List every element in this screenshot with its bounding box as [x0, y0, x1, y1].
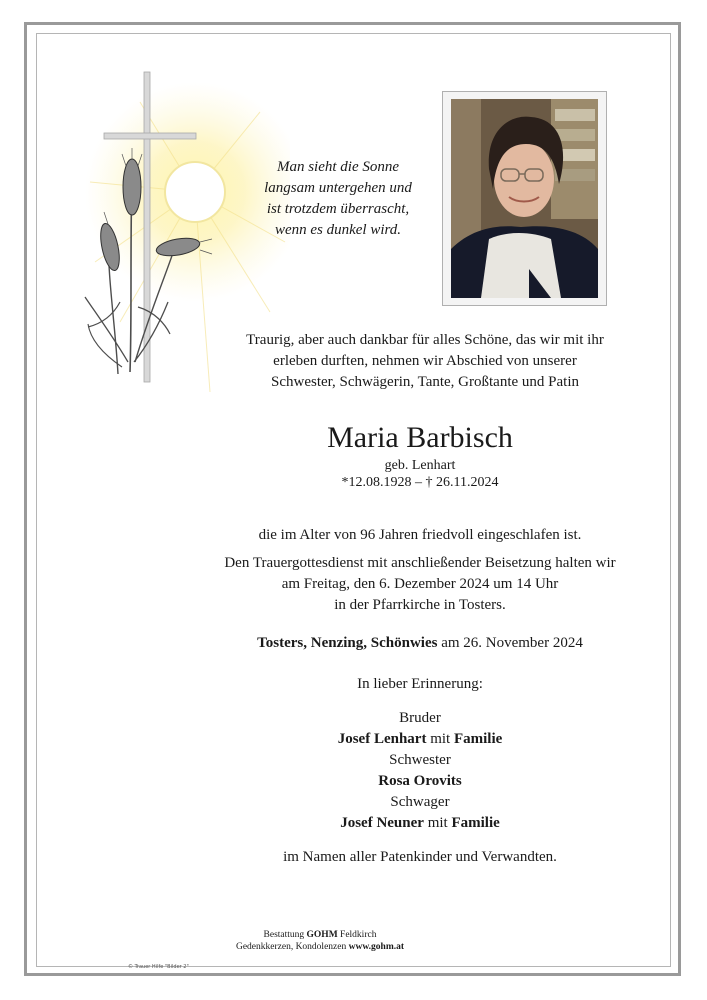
sister-label: Schwester — [389, 752, 451, 768]
birth-star-icon: * — [341, 475, 349, 490]
footer-prefix: Bestattung — [263, 930, 307, 940]
quote — [238, 157, 438, 241]
birth-date: 12.08.1928 — [348, 475, 412, 490]
service-text — [190, 553, 650, 616]
service-line: in der Pfarrkirche in Tosters. — [334, 597, 506, 613]
quote-line: langsam untergehen und — [264, 180, 412, 196]
mit-text: mit — [426, 731, 454, 747]
death-date: 26.11.2024 — [432, 475, 499, 490]
intro-line: Traurig, aber auch dankbar für alles Schöne, das wir mit ihr — [246, 332, 604, 348]
deceased-name: Maria Barbisch — [327, 421, 513, 454]
footer-brand: GOHM — [306, 930, 338, 940]
familie-text: Familie — [451, 815, 500, 831]
death-cross-icon: † — [425, 475, 433, 490]
closing-line: im Namen aller Patenkinder und Verwandten. — [283, 849, 557, 865]
life-dates — [270, 474, 570, 492]
announcement-date: am 26. November 2024 — [437, 635, 583, 651]
birth-name: geb. Lenhart — [384, 458, 456, 473]
footer-suffix: Feldkirch — [337, 930, 377, 940]
quote-line: wenn es dunkel wird. — [274, 222, 402, 238]
brother-in-law-name: Josef Neuner — [340, 815, 424, 831]
date-separator: – — [411, 475, 426, 490]
image-copyright: © Trauer Hilfe "Bilder 2" — [128, 964, 189, 970]
mit-text: mit — [423, 815, 452, 831]
service-line: Den Trauergottesdienst mit anschließender Beisetzung halten wir — [224, 555, 616, 571]
brother-name: Josef Lenhart — [337, 731, 427, 747]
footer-line2-prefix: Gedenkkerzen, Kondolenzen — [235, 942, 349, 952]
passed-line: die im Alter von 96 Jahren friedvoll eingeschlafen ist. — [258, 527, 582, 543]
memory-heading — [190, 674, 650, 695]
sister-name: Rosa Orovits — [378, 773, 462, 789]
memory-line: In lieber Erinnerung: — [357, 676, 483, 692]
intro-line: Schwester, Schwägerin, Tante, Großtante und Patin — [271, 374, 579, 390]
place-date — [190, 633, 650, 654]
service-line: am Freitag, den 6. Dezember 2024 um 14 Uhr — [281, 576, 559, 592]
funeral-home-footer — [230, 929, 410, 953]
mourners-list — [190, 708, 650, 834]
passed-text — [190, 525, 650, 546]
places: Tosters, Nenzing, Schönwies — [257, 635, 438, 651]
intro-line: erleben durften, nehmen wir Abschied von unserer — [273, 353, 577, 369]
brother-label: Bruder — [399, 710, 441, 726]
portrait-frame — [442, 91, 607, 306]
brother-in-law-label: Schwager — [390, 794, 450, 810]
portrait-photo — [451, 99, 598, 298]
footer-url[interactable]: www.gohm.at — [348, 942, 405, 952]
closing-text — [190, 847, 650, 868]
quote-line: Man sieht die Sonne — [276, 159, 400, 175]
intro-text — [200, 330, 650, 393]
quote-line: ist trotzdem überrascht, — [266, 201, 410, 217]
familie-text: Familie — [453, 731, 503, 747]
